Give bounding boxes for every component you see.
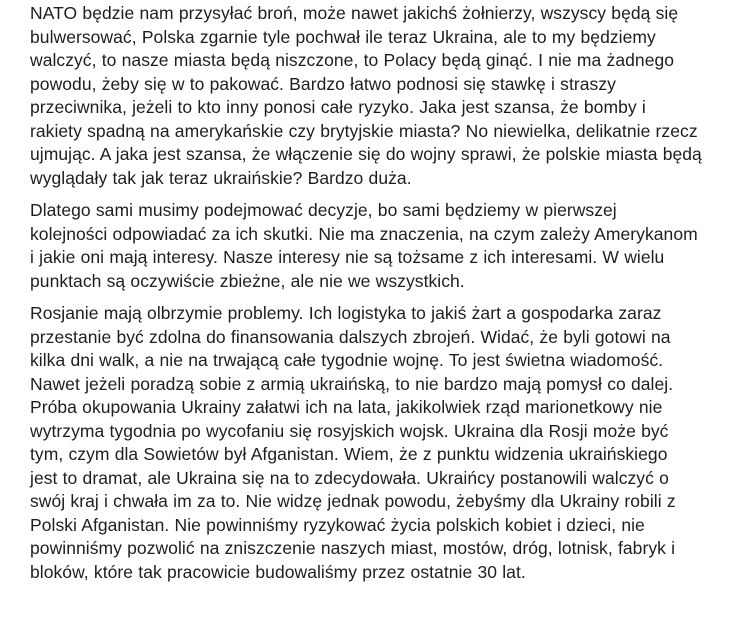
paragraph-line: kilka dni walk, a nie na trwającą całe tygodnie wojnę. To jest świetna wiadomość.: [30, 350, 664, 370]
paragraph-line: Nawet jeżeli poradzą sobie z armią ukraińską, to nie bardzo mają pomysł co dalej.: [30, 373, 674, 394]
paragraph-line: wytrzyma tygodnia po wycofaniu się rosyjskich wojsk. Ukraina dla Rosji może być: [30, 420, 669, 441]
post-paragraph-3: [30, 302, 730, 584]
paragraph-line: wyglądały tak jak teraz ukraińskie? Bardzo duża.: [30, 167, 412, 188]
paragraph-line: swój kraj i chwała im za to. Nie widzę jednak powodu, żebyśmy dla Ukrainy robili z: [30, 491, 676, 511]
paragraph-line: rakiety spadną na amerykańskie czy brytyjskie miasta? No niewielka, delikatnie rzecz: [30, 120, 698, 141]
paragraph-line: powinniśmy pozwolić na zniszczenie naszych miast, mostów, dróg, lotnisk, fabryk i: [30, 538, 676, 558]
paragraph-line: Próba okupowania Ukrainy załatwi ich na lata, jakikolwiek rząd marionetkowy nie: [30, 397, 663, 417]
paragraph-line: Polski Afganistan. Nie powinniśmy ryzykować życia polskich kobiet i dzieci, nie: [30, 514, 645, 535]
paragraph-line: NATO będzie nam przysyłać broń, może nawet jakichś żołnierzy, wszyscy będą się: [30, 3, 679, 23]
paragraph-line: Dlatego sami musimy podejmować decyzje, bo sami będziemy w pierwszej: [30, 200, 617, 220]
paragraph-line: tym, czym dla Sowietów był Afganistan. Wiem, że z punktu widzenia ukraińskiego: [30, 444, 668, 464]
paragraph-line: powodu, żeby się w to pakować. Bardzo łatwo podnosi się stawkę i straszy: [30, 73, 616, 94]
paragraph-line: i jakie oni mają interesy. Nasze interesy nie są tożsame z ich interesami. W wielu: [30, 247, 665, 267]
paragraph-line: przestanie być zdolna do finansowania dalszych zbrojeń. Widać, że byli gotowi na: [30, 326, 671, 347]
paragraph-line: ujmując. A jaka jest szansa, że włączenie się do wojny sprawi, że polskie miasta będą: [30, 144, 702, 164]
paragraph-line: punktach są oczywiście zbieżne, ale nie we wszystkich.: [30, 270, 465, 291]
paragraph-line: jest to dramat, ale Ukraina się na to zdecydowała. Ukraińcy postanowili walczyć o: [30, 467, 669, 488]
post-paragraph-2: [30, 199, 730, 293]
paragraph-line: Rosjanie mają olbrzymie problemy. Ich logistyka to jakiś żart a gospodarka zaraz: [30, 303, 662, 323]
paragraph-line: bulwersować, Polska zgarnie tyle pochwał ile teraz Ukraina, ale to my będziemy: [30, 26, 656, 47]
paragraph-line: kolejności odpowiadać za ich skutki. Nie ma znaczenia, na czym zależy Amerykanom: [30, 223, 698, 244]
paragraph-line: walczyć, to nasze miasta będą niszczone, to Polacy będą ginąć. I nie ma żadnego: [30, 50, 675, 70]
paragraph-line: przeciwnika, jeżeli to kto inny ponosi całe ryzyko. Jaka jest szansa, że bomby i: [30, 97, 646, 117]
post-paragraph-1: [30, 2, 730, 190]
paragraph-line: bloków, które tak pracowicie budowaliśmy przez ostatnie 30 lat.: [30, 561, 526, 582]
